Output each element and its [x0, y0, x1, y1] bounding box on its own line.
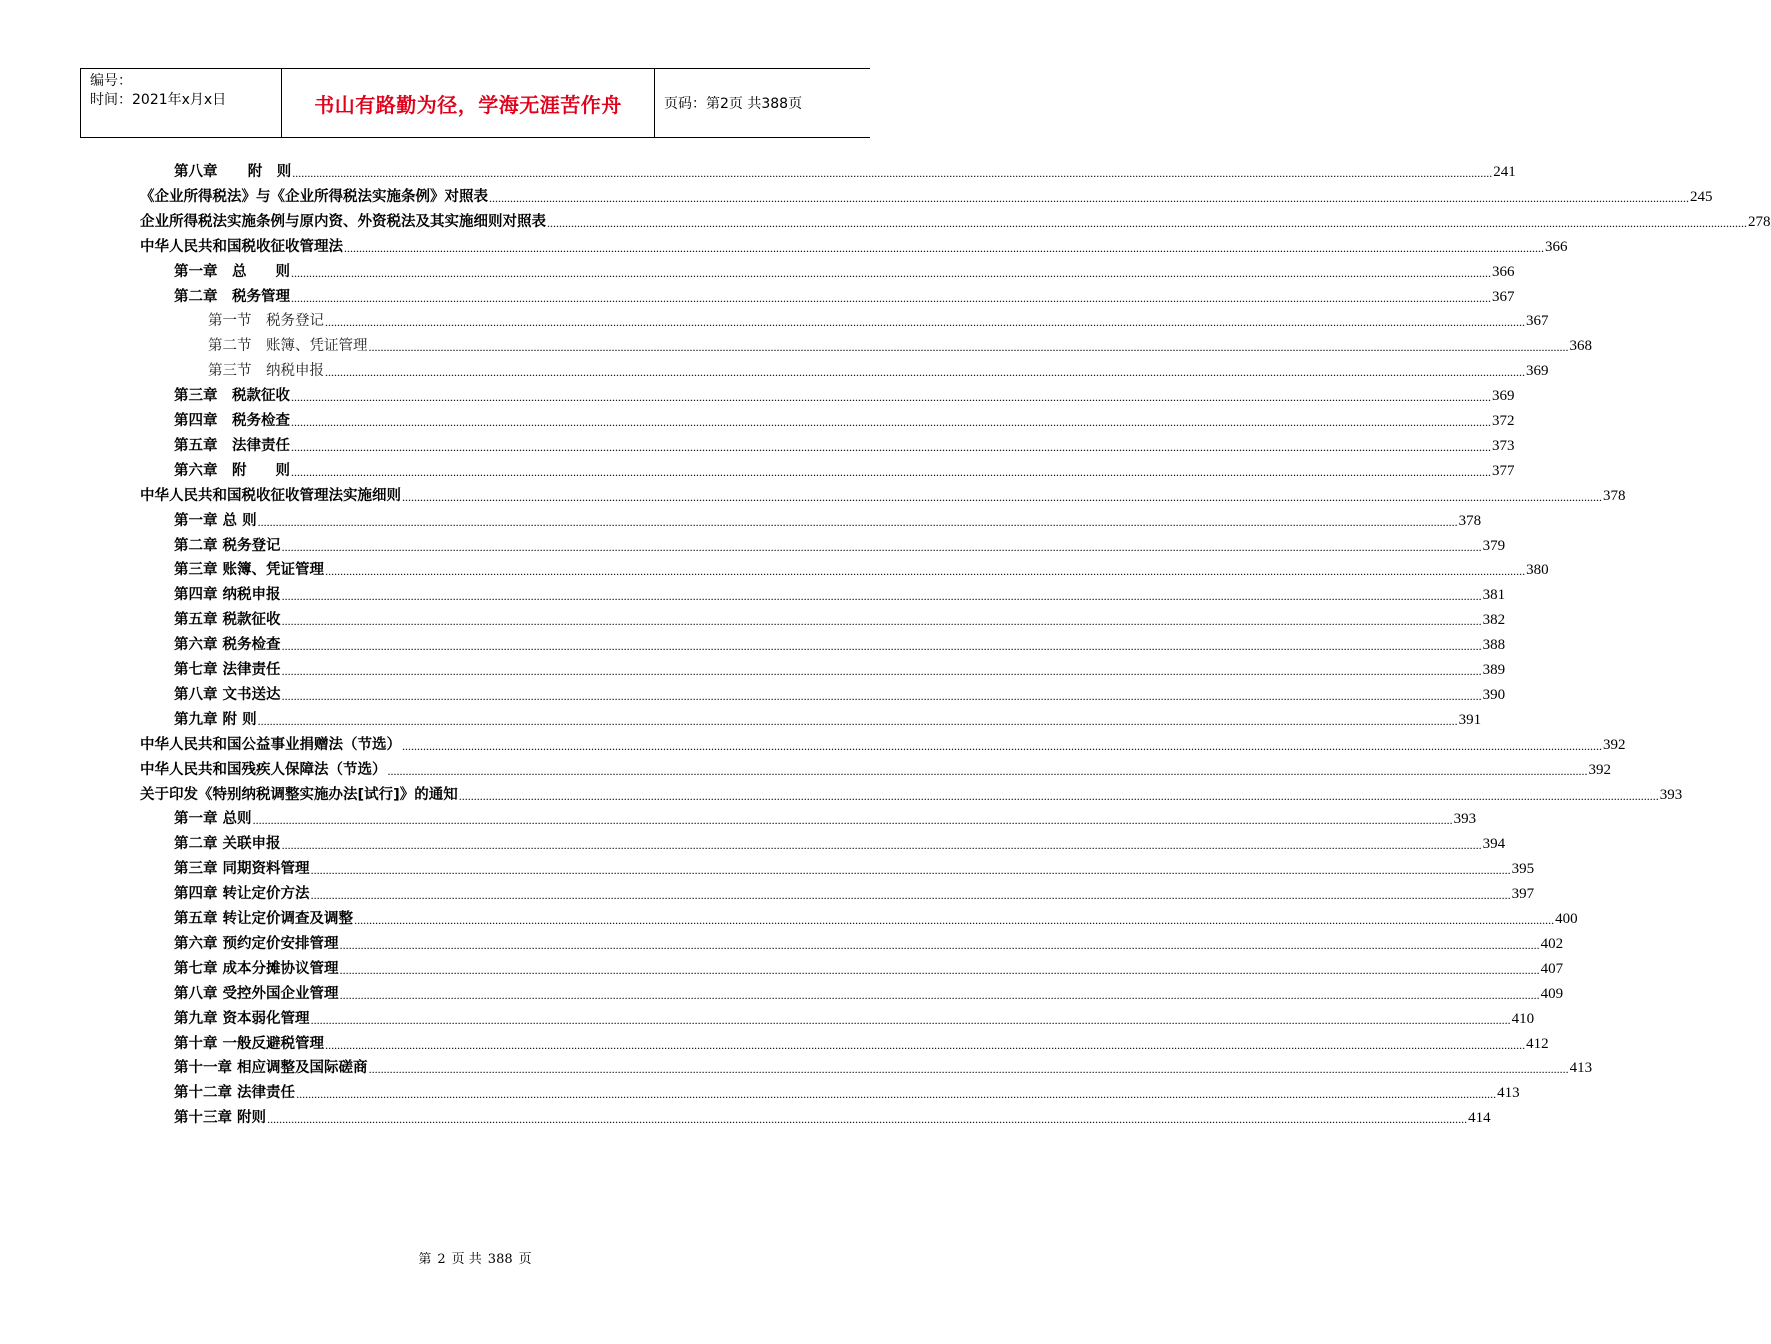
toc-leader-dots: ................................................................................................................................................................................................................................................................................................................................................................................................................ [281, 688, 1482, 703]
toc-entry-page: 368 [1569, 338, 1592, 355]
toc-entry[interactable] [174, 706, 1482, 730]
header-motto: 书山有路勤为径，学海无涯苦作舟 [282, 69, 655, 137]
toc-entry[interactable] [174, 283, 1515, 307]
toc-entry-page: 369 [1492, 388, 1515, 405]
toc-leader-dots: ................................................................................................................................................................................................................................................................................................................................................................................................................ [339, 962, 1540, 977]
toc-entry-title: 第一章 总 则 [174, 263, 290, 280]
toc-entry-page: 278 [1748, 213, 1771, 230]
toc-entry-page: 407 [1540, 960, 1564, 977]
toc-entry[interactable] [208, 332, 1592, 356]
toc-entry-title: 第五章 法律责任 [174, 437, 290, 454]
footer-current-page: 2 [437, 1252, 446, 1267]
toc-entry-title: 第四章 税务检查 [174, 413, 290, 429]
number-label: 编号： [90, 73, 132, 89]
toc-leader-dots: ................................................................................................................................................................................................................................................................................................................................................................................................................ [354, 913, 1555, 927]
toc-leader-dots: ................................................................................................................................................................................................................................................................................................................................................................................................................ [281, 838, 1482, 853]
toc-entry-title: 第四章 纳税申报 [174, 587, 281, 604]
toc-entry-page: 366 [1545, 238, 1568, 255]
toc-entry-page: 380 [1526, 562, 1549, 579]
toc-leader-dots: ................................................................................................................................................................................................................................................................................................................................................................................................................ [339, 987, 1540, 1002]
toc-entry[interactable] [174, 656, 1506, 680]
toc-entry-title: 中华人民共和国税收征收管理法实施细则 [140, 487, 401, 504]
toc-entry-page: 378 [1603, 487, 1626, 504]
toc-entry-page: 388 [1482, 637, 1506, 654]
toc-leader-dots: ................................................................................................................................................................................................................................................................................................................................................................................................................ [368, 340, 1569, 355]
toc-entry-title: 《企业所得税法》与《企业所得税法实施条例》对照表 [140, 188, 488, 205]
toc-entry-page: 393 [1453, 811, 1477, 828]
toc-entry[interactable] [174, 980, 1564, 1004]
toc-entry-page: 378 [1458, 512, 1482, 529]
toc-leader-dots: ................................................................................................................................................................................................................................................................................................................................................................................................................ [344, 240, 1544, 255]
toc-entry-title: 第七章 成本分摊协议管理 [174, 960, 339, 977]
toc-entry-title: 第五章 转让定价调查及调整 [174, 911, 354, 927]
toc-entry[interactable] [174, 905, 1578, 929]
toc-leader-dots: ................................................................................................................................................................................................................................................................................................................................................................................................................ [281, 639, 1482, 654]
toc-entry-title: 第八章 文书送达 [174, 686, 281, 703]
toc-entry-page: 372 [1492, 413, 1515, 429]
toc-entry[interactable] [174, 681, 1506, 705]
toc-entry[interactable] [174, 258, 1515, 282]
toc-entry[interactable] [140, 183, 1713, 207]
toc-entry-page: 409 [1540, 985, 1564, 1002]
toc-entry-title: 第三章 税款征收 [174, 388, 290, 405]
toc-entry-title: 中华人民共和国残疾人保障法（节选） [140, 761, 387, 778]
toc-entry-title: 中华人民共和国公益事业捐赠法（节选） [140, 736, 401, 753]
toc-entry[interactable] [174, 606, 1506, 630]
toc-entry-title: 第十二章 法律责任 [174, 1085, 296, 1102]
toc-leader-dots: ................................................................................................................................................................................................................................................................................................................................................................................................................ [489, 190, 1689, 205]
toc-entry[interactable] [174, 955, 1564, 979]
toc-entry-page: 413 [1497, 1085, 1520, 1102]
toc-entry-title: 第一章 总则 [174, 811, 252, 828]
toc-entry[interactable] [174, 457, 1515, 481]
toc-leader-dots: ................................................................................................................................................................................................................................................................................................................................................................................................................ [252, 813, 1453, 828]
toc-leader-dots: ................................................................................................................................................................................................................................................................................................................................................................................................................ [387, 763, 1588, 778]
toc-entry-title: 第二章 税务登记 [174, 537, 281, 554]
toc-entry-page: 393 [1659, 786, 1683, 803]
toc-entry-title: 第四章 转让定价方法 [174, 886, 310, 903]
toc-leader-dots: ................................................................................................................................................................................................................................................................................................................................................................................................................ [281, 589, 1482, 604]
toc-entry-page: 241 [1493, 164, 1516, 180]
toc-leader-dots: ................................................................................................................................................................................................................................................................................................................................................................................................................ [402, 738, 1602, 753]
toc-entry-page: 400 [1555, 911, 1578, 927]
toc-leader-dots: ................................................................................................................................................................................................................................................................................................................................................................................................................ [296, 1087, 1497, 1102]
toc-entry-page: 366 [1492, 263, 1515, 280]
toc-entry[interactable] [174, 1005, 1535, 1029]
toc-leader-dots: ................................................................................................................................................................................................................................................................................................................................................................................................................ [310, 1012, 1511, 1027]
toc-entry-page: 381 [1482, 587, 1506, 604]
toc-entry-title: 第六章 附 则 [174, 462, 290, 479]
toc-entry[interactable] [174, 532, 1506, 556]
toc-entry[interactable] [174, 805, 1477, 829]
toc-entry-page: 369 [1526, 363, 1549, 380]
toc-entry-page: 394 [1482, 836, 1506, 853]
toc-leader-dots: ................................................................................................................................................................................................................................................................................................................................................................................................................ [368, 1062, 1569, 1077]
footer-prefix: 第 [418, 1252, 432, 1267]
toc-entry-page: 412 [1526, 1035, 1549, 1052]
toc-entry[interactable] [140, 781, 1683, 805]
toc-entry-title: 第三章 同期资料管理 [174, 861, 310, 878]
toc-leader-dots: ................................................................................................................................................................................................................................................................................................................................................................................................................ [291, 464, 1491, 479]
toc-leader-dots: ................................................................................................................................................................................................................................................................................................................................................................................................................ [257, 514, 1458, 529]
footer-middle: 页 共 [451, 1252, 482, 1267]
toc-entry[interactable] [174, 1054, 1593, 1078]
toc-entry-title: 第十一章 相应调整及国际磋商 [174, 1060, 368, 1077]
toc-leader-dots: ................................................................................................................................................................................................................................................................................................................................................................................................................ [325, 315, 1525, 330]
toc-entry-title: 第三节 纳税申报 [208, 363, 324, 380]
toc-leader-dots: ................................................................................................................................................................................................................................................................................................................................................................................................................ [257, 713, 1458, 728]
toc-entry-page: 373 [1492, 437, 1515, 454]
toc-entry-title: 第一章 总 则 [174, 512, 257, 529]
toc-entry-title: 第七章 法律责任 [174, 662, 281, 678]
toc-entry[interactable] [140, 233, 1568, 257]
toc-entry-title: 第九章 资本弱化管理 [174, 1010, 310, 1027]
toc-entry-title: 关于印发《特别纳税调整实施办法[试行]》的通知 [140, 786, 458, 803]
header-meta [80, 69, 282, 137]
toc-entry[interactable] [140, 756, 1611, 780]
toc-entry-page: 392 [1603, 736, 1626, 753]
toc-leader-dots: ................................................................................................................................................................................................................................................................................................................................................................................................................ [291, 415, 1491, 429]
toc-entry[interactable] [208, 357, 1549, 381]
toc-entry-page: 382 [1482, 612, 1506, 629]
toc-entry-page: 395 [1511, 861, 1535, 878]
toc-entry-title: 中华人民共和国税收征收管理法 [140, 238, 343, 255]
toc-leader-dots: ................................................................................................................................................................................................................................................................................................................................................................................................................ [458, 788, 1659, 803]
toc-entry-page: 413 [1569, 1060, 1593, 1077]
toc-entry[interactable] [174, 1104, 1491, 1128]
toc-entry[interactable] [140, 731, 1626, 755]
toc-entry[interactable] [174, 631, 1506, 655]
toc-entry-title: 第十章 一般反避税管理 [174, 1035, 325, 1052]
toc-entry-page: 367 [1526, 313, 1549, 330]
toc-entry[interactable] [140, 482, 1626, 506]
toc-leader-dots: ................................................................................................................................................................................................................................................................................................................................................................................................................ [325, 564, 1526, 579]
toc-leader-dots: ................................................................................................................................................................................................................................................................................................................................................................................................................ [291, 390, 1491, 405]
toc-entry[interactable] [174, 855, 1535, 879]
toc-entry-title: 第九章 附 则 [174, 711, 257, 728]
toc-entry[interactable] [174, 507, 1482, 531]
toc-entry-title: 第五章 税款征收 [174, 612, 281, 629]
toc-entry-title: 第二章 关联申报 [174, 836, 281, 853]
toc-entry[interactable] [174, 581, 1506, 605]
toc-leader-dots: ................................................................................................................................................................................................................................................................................................................................................................................................................ [402, 489, 1602, 504]
toc-entry-page: 390 [1482, 686, 1506, 703]
toc-entry[interactable] [174, 158, 1516, 182]
toc-entry-title: 第一节 税务登记 [208, 313, 324, 330]
toc-leader-dots: ................................................................................................................................................................................................................................................................................................................................................................................................................ [281, 664, 1482, 678]
toc-leader-dots: ................................................................................................................................................................................................................................................................................................................................................................................................................ [310, 888, 1511, 903]
toc-entry-title: 第六章 预约定价安排管理 [174, 935, 339, 952]
toc-entry-title: 第六章 税务检查 [174, 637, 281, 654]
toc-entry[interactable] [174, 432, 1515, 456]
toc-entry-title: 第二章 税务管理 [174, 288, 290, 305]
toc-leader-dots: ................................................................................................................................................................................................................................................................................................................................................................................................................ [291, 265, 1491, 280]
footer-suffix: 页 [518, 1252, 532, 1267]
page-footer [0, 1248, 950, 1267]
toc-entry[interactable] [174, 382, 1515, 406]
toc-entry-title: 企业所得税法实施条例与原内资、外资税法及其实施细则对照表 [140, 213, 546, 230]
toc-entry-page: 410 [1511, 1010, 1535, 1027]
toc-entry-title: 第八章 附 则 [174, 164, 292, 180]
toc-entry-page: 379 [1482, 537, 1506, 554]
toc-leader-dots: ................................................................................................................................................................................................................................................................................................................................................................................................................ [281, 614, 1482, 629]
toc-entry-page: 245 [1690, 188, 1713, 205]
toc-entry-page: 367 [1492, 288, 1515, 305]
toc-entry-title: 第三章 账簿、凭证管理 [174, 562, 325, 579]
toc-entry-title: 第十三章 附则 [174, 1110, 267, 1127]
toc-entry[interactable] [140, 208, 1771, 232]
toc-entry[interactable] [174, 1079, 1520, 1103]
toc-entry-title: 第二节 账簿、凭证管理 [208, 338, 368, 355]
toc-leader-dots: ................................................................................................................................................................................................................................................................................................................................................................................................................ [325, 1037, 1526, 1052]
toc-leader-dots: ................................................................................................................................................................................................................................................................................................................................................................................................................ [325, 365, 1525, 380]
toc-leader-dots: ................................................................................................................................................................................................................................................................................................................................................................................................................ [310, 863, 1511, 878]
toc-entry-page: 391 [1458, 711, 1482, 728]
toc-entry-page: 392 [1588, 761, 1611, 778]
toc-entry-page: 389 [1482, 662, 1506, 678]
toc-entry[interactable] [174, 1030, 1549, 1054]
toc-entry[interactable] [174, 556, 1549, 580]
toc-leader-dots: ................................................................................................................................................................................................................................................................................................................................................................................................................ [291, 439, 1491, 454]
toc-entry-title: 第八章 受控外国企业管理 [174, 985, 339, 1002]
header-page-info: 页码：第2页 共388页 [664, 96, 803, 112]
toc-entry-page: 397 [1511, 886, 1535, 903]
toc-entry[interactable] [174, 880, 1535, 904]
toc-entry[interactable] [208, 307, 1549, 331]
toc-entry-page: 377 [1492, 462, 1515, 479]
toc-leader-dots: ................................................................................................................................................................................................................................................................................................................................................................................................................ [547, 215, 1747, 230]
footer-total-pages: 388 [487, 1252, 513, 1267]
toc-entry[interactable] [174, 930, 1564, 954]
toc-entry-page: 414 [1468, 1110, 1491, 1127]
toc-entry[interactable] [174, 407, 1515, 431]
toc-leader-dots: ................................................................................................................................................................................................................................................................................................................................................................................................................ [339, 937, 1540, 952]
date-label: 时间：2021年x月x日 [90, 92, 227, 108]
toc-entry-page: 402 [1540, 935, 1564, 952]
toc-entry[interactable] [174, 830, 1506, 854]
toc-leader-dots: ................................................................................................................................................................................................................................................................................................................................................................................................................ [292, 166, 1493, 180]
page-header [80, 68, 870, 138]
toc-leader-dots: ................................................................................................................................................................................................................................................................................................................................................................................................................ [281, 539, 1482, 554]
toc-leader-dots: ................................................................................................................................................................................................................................................................................................................................................................................................................ [267, 1112, 1468, 1127]
toc-leader-dots: ................................................................................................................................................................................................................................................................................................................................................................................................................ [291, 290, 1491, 305]
